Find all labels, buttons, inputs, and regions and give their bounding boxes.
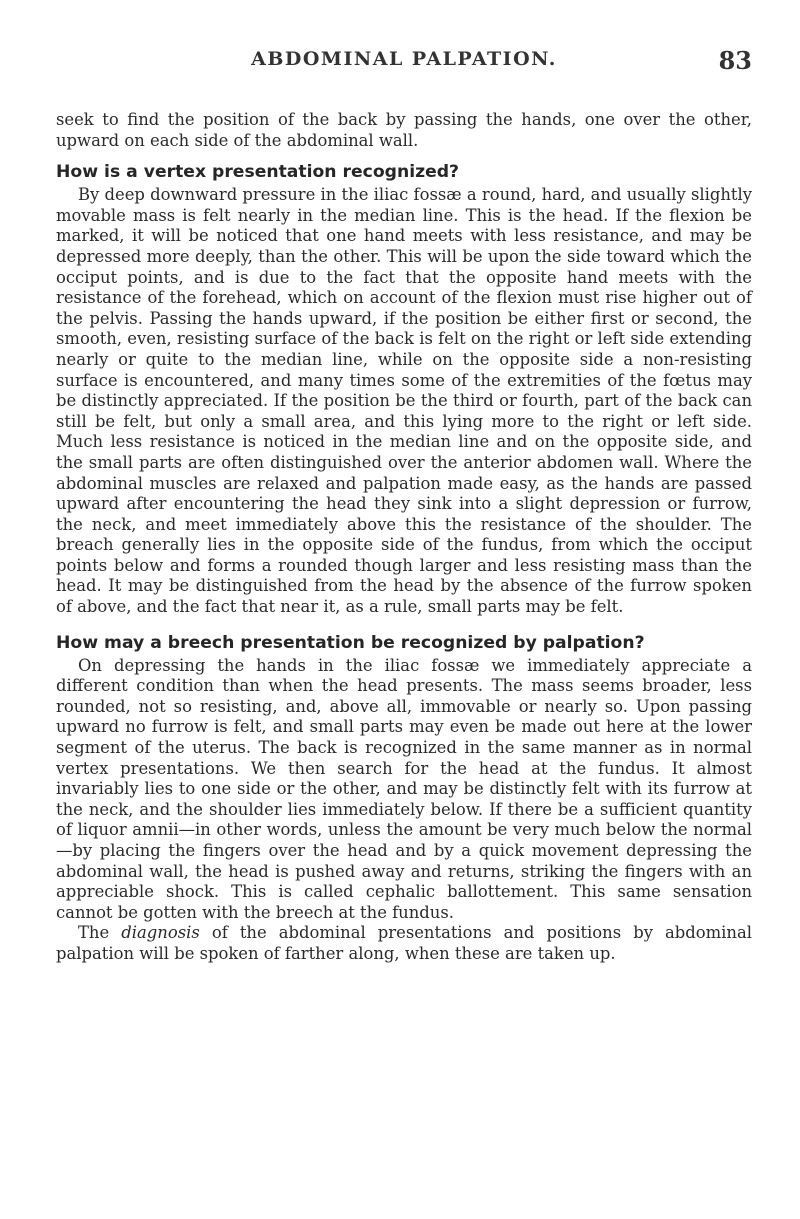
page-number: 83 — [718, 46, 752, 75]
answer-breech-presentation: On depressing the hands in the iliac fossæ we immediately appreciate a different condition than when the head presents. The mass seems broader, less rounded, not so resisting, and, above all, immovable or nearly so. Upon passing upward no furrow is felt, and small parts may even be made out here at the lower segment of the uterus. The back is recognized in the same manner as in normal vertex presentations. We then search for the head at the fundus. It almost invariably lies to one side or the other, and may be distinctly felt with its furrow at the neck, and the shoulder lies immediately below. If there be a sufficient quantity of liquor amnii—in other words, unless the amount be very much below the normal—by placing the fingers over the head and by a quick movement depressing the abdominal wall, the head is pushed away and returns, striking the fingers with an appreciable shock. This is called cephalic ballottement. This same sensation cannot be gotten with the breech at the fundus. — [56, 655, 752, 922]
intro-paragraph: seek to find the position of the back by passing the hands, one over the other, upward on each side of the abdominal wall. — [56, 110, 752, 150]
closing-italic-term: diagnosis — [121, 923, 200, 943]
closing-text-start: The — [78, 923, 122, 943]
answer-vertex-presentation: By deep downward pressure in the iliac fossæ a round, hard, and usually slightly movable mass is felt nearly in the median line. This is the head. If the flexion be marked, it will be noticed that one hand meets with less resistance, and may be depressed more deeply, than the other. This will be upon the side toward which the occiput points, and is due to the fact that the opposite hand meets with the resistance of the forehead, which on account of the flexion must rise higher out of the pelvis. Passing the hands upward, if the position be either first or second, the smooth, even, resisting surface of the back is felt on the right or left side extending nearly or quite to the median line, while on the opposite side a non-resisting surface is encountered, and many times some of the extremities of the fœtus may be distinctly appreciated. If the position be the third or fourth, part of the back can still be felt, but only a small area, and this lying more to the right or left side. Much less resistance is noticed in the median line and on the opposite side, and the small parts are often distinguished over the anterior abdomen wall. Where the abdominal muscles are relaxed and palpation made easy, as the hands are passed upward after encountering the head they sink into a slight depression or furrow, the neck, and meet immediately above this the resistance of the shoulder. The breach generally lies in the opposite side of the fundus, from which the occiput points below and forms a rounded though larger and less resisting mass than the head. It may be distinguished from the head by the absence of the furrow spoken of above, and the fact that near it, as a rule, small parts may be felt. — [56, 185, 752, 617]
question-vertex-presentation: How is a vertex presentation recognized? — [56, 162, 460, 183]
closing-text-end: of the abdominal presentations and positions by abdominal palpation will be spoken of farther along, when these are taken up. — [56, 923, 752, 963]
closing-paragraph — [56, 923, 752, 964]
running-title: ABDOMINAL PALPATION. — [251, 48, 557, 70]
running-header — [56, 46, 752, 76]
question-breech-presentation: How may a breech presentation be recognized by palpation? — [56, 632, 645, 653]
